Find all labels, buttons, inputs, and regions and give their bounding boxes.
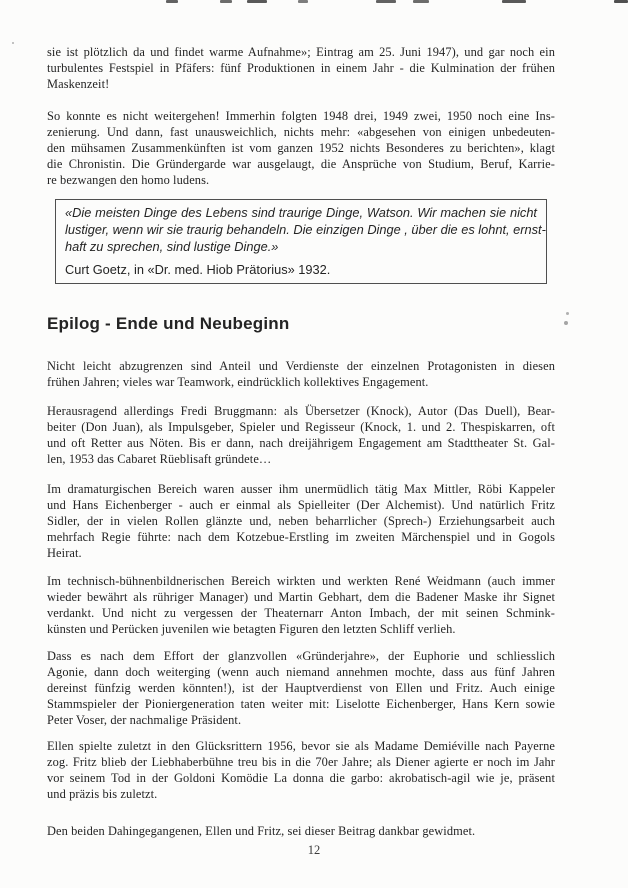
text-line: turbulentes Festspiel in Pfäfers: fünf Produktionen in einem Jahr - die Kulmination der frühen	[47, 61, 555, 75]
text-line: Heirat.	[47, 546, 82, 560]
text-line: Nicht leicht abzugrenzen sind Anteil und Verdienste der einzelnen Protagonisten in diesen	[47, 359, 555, 373]
text-line: Herausragend allerdings Fredi Bruggmann: als Übersetzer (Knock), Autor (Das Duell), Bear-	[47, 404, 555, 418]
text-line: Ellen spielte zuletzt in den Glücksrittern 1956, bevor sie als Madame Demiéville nach Payerne	[47, 739, 555, 753]
body-paragraph	[47, 403, 555, 467]
scan-artifact-top-edge	[376, 0, 396, 3]
text-line: den mühsamen Zusammenkünften ist vom ganzen 1952 nichts Besonderes zu berichten», klagt	[47, 141, 555, 155]
scan-artifact-top-edge	[502, 0, 526, 3]
text-line: sie ist plötzlich da und findet warme Aufnahme»; Eintrag am 25. Juni 1947), und gar noch ein	[47, 45, 555, 59]
body-paragraph	[47, 573, 555, 637]
section-heading: Epilog - Ende und Neubeginn	[47, 314, 290, 333]
scan-artifact-top-edge	[614, 0, 628, 3]
text-line: Peter Voser, der nachmalige Präsident.	[47, 713, 242, 727]
scan-artifact-speck	[564, 321, 568, 325]
text-line: Dass es nach dem Effort der glanzvollen «Gründerjahre», der Euphorie und schliesslich	[47, 649, 555, 663]
text-line: Sidler, der in vielen Rollen glänzte und, neben beharrlicher (Sprech-) Erziehungsarbeit auch	[47, 514, 555, 528]
text-line: zenierung. Und dann, fast unausweichlich, nichts mehr: «abgesehen von einigen unbedeuten-	[47, 125, 555, 139]
page-number: 12	[307, 843, 321, 857]
scan-artifact-speck	[12, 42, 14, 44]
text-line: und Hans Eichenberger - auch er einmal als Spielleiter (Der Alchemist). Und natürlich Fritz	[47, 498, 555, 512]
text-line: lustiger, wenn wir sie traurig behandeln. Die einzigen Dinge , über die es lohnt, ernst-	[65, 222, 546, 237]
text-line: künsten und Perücken juvenilen wie betagten Figuren den letzten Schliff verlieh.	[47, 622, 456, 636]
intro-paragraph	[47, 108, 555, 188]
scan-artifact-top-edge	[413, 0, 429, 3]
text-line: «Die meisten Dinge des Lebens sind traurige Dinge, Watson. Wir machen sie nicht	[65, 205, 537, 220]
text-line: So konnte es nicht weitergehen! Immerhin folgten 1948 drei, 1949 zwei, 1950 noch eine Ins-	[47, 109, 555, 123]
page-content	[47, 44, 555, 839]
intro-paragraph	[47, 44, 555, 92]
scan-artifact-top-edge	[298, 0, 308, 3]
dedication-paragraph	[47, 823, 555, 839]
text-line: Stammspieler der Pioniergeneration taten weiter mit: Liselotte Eichenberger, Hans Kern sowie	[47, 697, 555, 711]
text-line: und präzis bis zuletzt.	[47, 787, 158, 801]
text-line: zog. Fritz blieb der Liebhaberbühne treu bis in die 70er Jahre; als Diener agierte er noch im Jahr	[47, 755, 555, 769]
text-line: haft zu sprechen, sind lustige Dinge.»	[65, 239, 279, 254]
quote-box	[55, 199, 547, 284]
text-line: Agonie, dann doch weiterging (wenn auch niemand annehmen mochte, dass aus fünf Jahren	[47, 665, 555, 679]
scan-artifact-top-edge	[166, 0, 178, 3]
text-line: Maskenzeit!	[47, 77, 110, 91]
text-line: verdankt. Und nicht zu vergessen der Theaternarr Anton Imbach, der mit seinen Schmink-	[47, 606, 555, 620]
text-line: Im dramaturgischen Bereich waren ausser ihm unermüdlich tätig Max Mittler, Röbi Kappeler	[47, 482, 555, 496]
scan-artifact-speck	[566, 312, 569, 315]
text-line: len, 1953 das Cabaret Rüeblisaft gründete…	[47, 452, 272, 466]
body-paragraph	[47, 648, 555, 728]
text-line: Im technisch-bühnenbildnerischen Bereich wirkten und werkten René Weidmann (auch immer	[47, 574, 555, 588]
text-line: und oft Retter aus Nöten. Bis er dann, nach dreijährigem Engagement am Stadttheater St. Gal-	[47, 436, 555, 450]
text-line: die Chronistin. Die Gründergarde war ausgelaugt, die Ansprüche von Studium, Beruf, Karrie-	[47, 157, 555, 171]
body-paragraph	[47, 358, 555, 390]
text-line: vor seinem Tod in der Goldoni Komödie La donna die garbo: akrobatisch-agil wie je, präsent	[47, 771, 555, 785]
quote-attribution: Curt Goetz, in «Dr. med. Hiob Prätorius» 1932.	[65, 262, 331, 277]
text-line: Den beiden Dahingegangenen, Ellen und Fritz, sei dieser Beitrag dankbar gewidmet.	[47, 824, 476, 838]
text-line: frühen Jahren; vieles war Teamwork, eindrücklich kollektives Engagement.	[47, 375, 429, 389]
body-paragraph	[47, 738, 555, 802]
body-paragraph	[47, 481, 555, 561]
text-line: beiter (Don Juan), als Impulsgeber, Spieler und Regisseur (Knock, 1. und 2. Thespiskarren, oft	[47, 420, 555, 434]
scan-artifact-top-edge	[247, 0, 267, 3]
scan-artifact-top-edge	[220, 0, 232, 3]
text-line: dereinst fünfzig werden könnten!), ist der Hauptverdienst von Ellen und Fritz. Auch einige	[47, 681, 555, 695]
quote-text	[65, 204, 546, 255]
text-line: wieder bewährt als rühriger Manager) und Martin Gebhart, dem die Badener Maske ihr Signet	[47, 590, 555, 604]
text-line: mehrfach Regie führte: nach dem Kotzebue-Erstling im zweiten Märchenspiel und in Gogols	[47, 530, 555, 544]
text-line: re bezwangen den homo ludens.	[47, 173, 210, 187]
